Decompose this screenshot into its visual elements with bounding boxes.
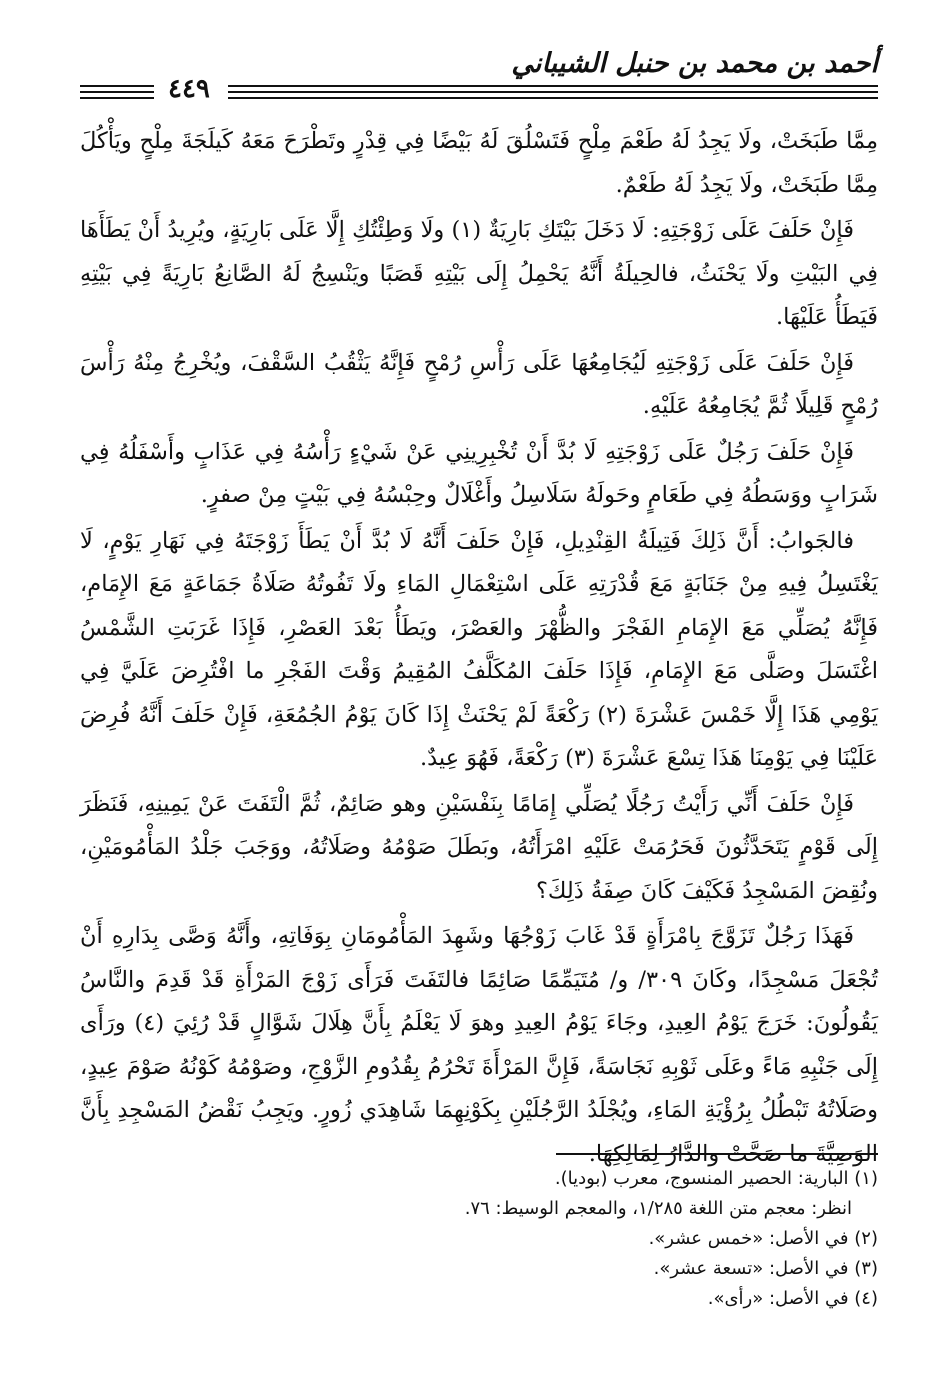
footnotes xyxy=(80,1164,878,1314)
footnote-2: (٢) في الأصل: «خمس عشر». xyxy=(648,1228,878,1249)
running-title: أحمد بن محمد بن حنبل الشيباني xyxy=(511,48,878,79)
paragraph: فَإِنْ حَلَفَ عَلَى زَوْجَتِهِ: لَا دَخَلَ بَيْتَكِ بَارِيَةٌ (١) ولَا وَطِئْتُكِ إِلَّا عَلَى بَارِيَةٍ، ويُرِيدُ أَنْ يَطَأَهَا فِي البَيْتِ ولَا يَحْنَثُ، فالحِيلَةُ أَنَّهُ يَحْمِلُ إِلَى بَيْتِهِ قَصَبًا ويَنْسِجُ لَهُ الصَّانِعُ بَارِيَةً فِي بَيْتِهِ فَيَطَأُ عَلَيْهَا. xyxy=(80,217,878,330)
header-rule xyxy=(80,97,154,99)
footnote-4: (٤) في الأصل: «رأى». xyxy=(707,1288,878,1309)
main-text xyxy=(80,120,878,1178)
page-header xyxy=(80,46,878,104)
header-rule xyxy=(228,85,878,87)
header-rule xyxy=(228,97,878,99)
paragraph: فَهَذَا رَجُلٌ تَزَوَّجَ بِامْرَأَةٍ قَدْ غَابَ زَوْجُهَا وشَهِدَ المَأْمُومَانِ بِوَفَاتِهِ، وأَنَّهُ وَصَّى بِدَارِهِ أَنْ تُجْعَلَ مَسْجِدًا، وكَانَ ٣٠٩/ و/ مُتَيَمِّمًا صَائِمًا فالتَفَتَ فَرَأَى زَوْجَ المَرْأَةِ قَدْ قَدِمَ والنَّاسُ يَقُولُونَ: خَرَجَ يَوْمُ العِيدِ، وجَاءَ يَوْمُ العِيدِ وهوَ لَا يَعْلَمُ بِأَنَّ هِلَالَ شَوَّالٍ قَدْ رُئِيَ (٤) ورَأَى إِلَى جَنْبِهِ مَاءً وعَلَى ثَوْبِهِ نَجَاسَةً، فَإِنَّ المَرْأَةَ تَحْرُمُ بِقُدُومِ الزَّوْجِ، وصَوْمُهُ كَوْنُهُ صَوْمَ عِيدٍ، وصَلَاتُهُ تَبْطُلُ بِرُؤْيَةِ المَاءِ، ويُجْلَدُ الرَّجُلَيْنِ بِكَوْنِهِمَا شَاهِدَي زُورٍ. ويَجِبُ نَقْضُ المَسْجِدِ بِأَنَّ الوَصِيَّةَ ما صَحَّتْ والدَّارُ لِمَالِكِهَا. xyxy=(80,923,878,1167)
paragraph: مِمَّا طَبَخَتْ، ولَا يَجِدُ لَهُ طَعْمَ مِلْحٍ فَتَسْلُقَ لَهُ بَيْضًا فِي قِدْرٍ وتَطْرَحَ مَعَهُ كَيلَجَةَ مِلْحٍ ويَأْكُلَ مِمَّا طَبَخَتْ، ولَا يَجِدُ لَهُ طَعْمٌ. xyxy=(80,128,878,198)
header-rule xyxy=(80,91,154,93)
footnote-separator xyxy=(556,1153,878,1155)
page-number: ٤٤٩ xyxy=(168,74,210,104)
footnote-1-reference: انظر: معجم متن اللغة ١/٢٨٥، والمعجم الوسيط: ٧٦. xyxy=(464,1198,852,1219)
paragraph: فَإِنْ حَلَفَ أَنِّي رَأَيْتُ رَجُلًا يُصَلِّي إِمَامًا بِنَفْسَيْنِ وهو صَائِمٌ، ثُمَّ الْتَفَتَ عَنْ يَمِينِهِ، فَنَظَرَ إِلَى قَوْمٍ يَتَحَدَّثُونَ فَحَرُمَتْ عَلَيْهِ امْرَأَتُهُ، وبَطَلَ صَوْمُهُ وصَلَاتُهُ، ووَجَبَ جَلْدُ المَأْمُومَيْنِ، ونُقِضَ المَسْجِدُ فَكَيْفَ كَانَ صِفَةُ ذَلِكَ؟ xyxy=(80,790,878,904)
footnote-1: (١) البارية: الحصير المنسوج، معرب (بوديا). xyxy=(554,1168,878,1189)
paragraph: فالجَوابُ: أَنَّ ذَلِكَ فَتِيلَةُ القِنْدِيلِ، فَإِنْ حَلَفَ أَنَّهُ لَا بُدَّ أَنْ يَطَأَ زَوْجَتَهُ فِي نَهَارِ يَوْمٍ، لَا يَغْتَسِلُ فِيهِ مِنْ جَنَابَةٍ مَعَ قُدْرَتِهِ عَلَى اسْتِعْمَالِ المَاءِ ولَا تَفُوتُهُ صَلَاةُ جَمَاعَةٍ مَعَ الإِمَامِ، فَإِنَّهُ يُصَلِّي مَعَ الإِمَامِ الفَجْرَ والظُّهْرَ والعَصْرَ، ويَطَأُ بَعْدَ العَصْرِ، فَإِذَا غَرَبَتِ الشَّمْسُ اغْتَسَلَ وصَلَّى مَعَ الإِمَامِ، فَإِذَا حَلَفَ المُكَلَّفُ المُقِيمُ وَقْتَ الفَجْرِ ما افْتُرِضَ عَلَيَّ فِي يَوْمِي هَذَا إِلَّا خَمْسَ عَشْرَةَ (٢) رَكْعَةً لَمْ يَحْنَثْ إِذَا كَانَ يَوْمُ الجُمُعَةِ، فَإِنْ حَلَفَ أَنَّهُ فُرِضَ عَلَيْنَا فِي يَوْمِنَا هَذَا تِسْعَ عَشْرَةَ (٣) رَكْعَةً، فَهُوَ عِيدٌ. xyxy=(80,527,878,771)
footnote-3: (٣) في الأصل: «تسعة عشر». xyxy=(653,1258,878,1279)
paragraph: فَإِنْ حَلَفَ رَجُلٌ عَلَى زَوْجَتِهِ لَا بُدَّ أَنْ تُخْبِرِينِي عَنْ شَيْءٍ رَأْسُهُ فِي عَذَابٍ وأَسْفَلُهُ فِي شَرَابٍ ووَسَطُهُ فِي طَعَامٍ وحَولَهُ سَلَاسِلُ وأَغْلَالٌ وحِبْسُهُ فِي بَيْتٍ مِنْ صفرٍ. xyxy=(80,438,878,508)
header-rule xyxy=(228,91,878,93)
header-rule xyxy=(80,85,154,87)
paragraph: فَإِنْ حَلَفَ عَلَى زَوْجَتِهِ لَيُجَامِعُهَا عَلَى رَأْسِ رُمْحٍ فَإِنَّهُ يَثْقُبُ السَّقْفَ، ويُخْرِجُ مِنْهُ رَأْسَ رُمْحٍ قَلِيلًا ثُمَّ يُجَامِعُهُ عَلَيْهِ. xyxy=(80,349,878,419)
